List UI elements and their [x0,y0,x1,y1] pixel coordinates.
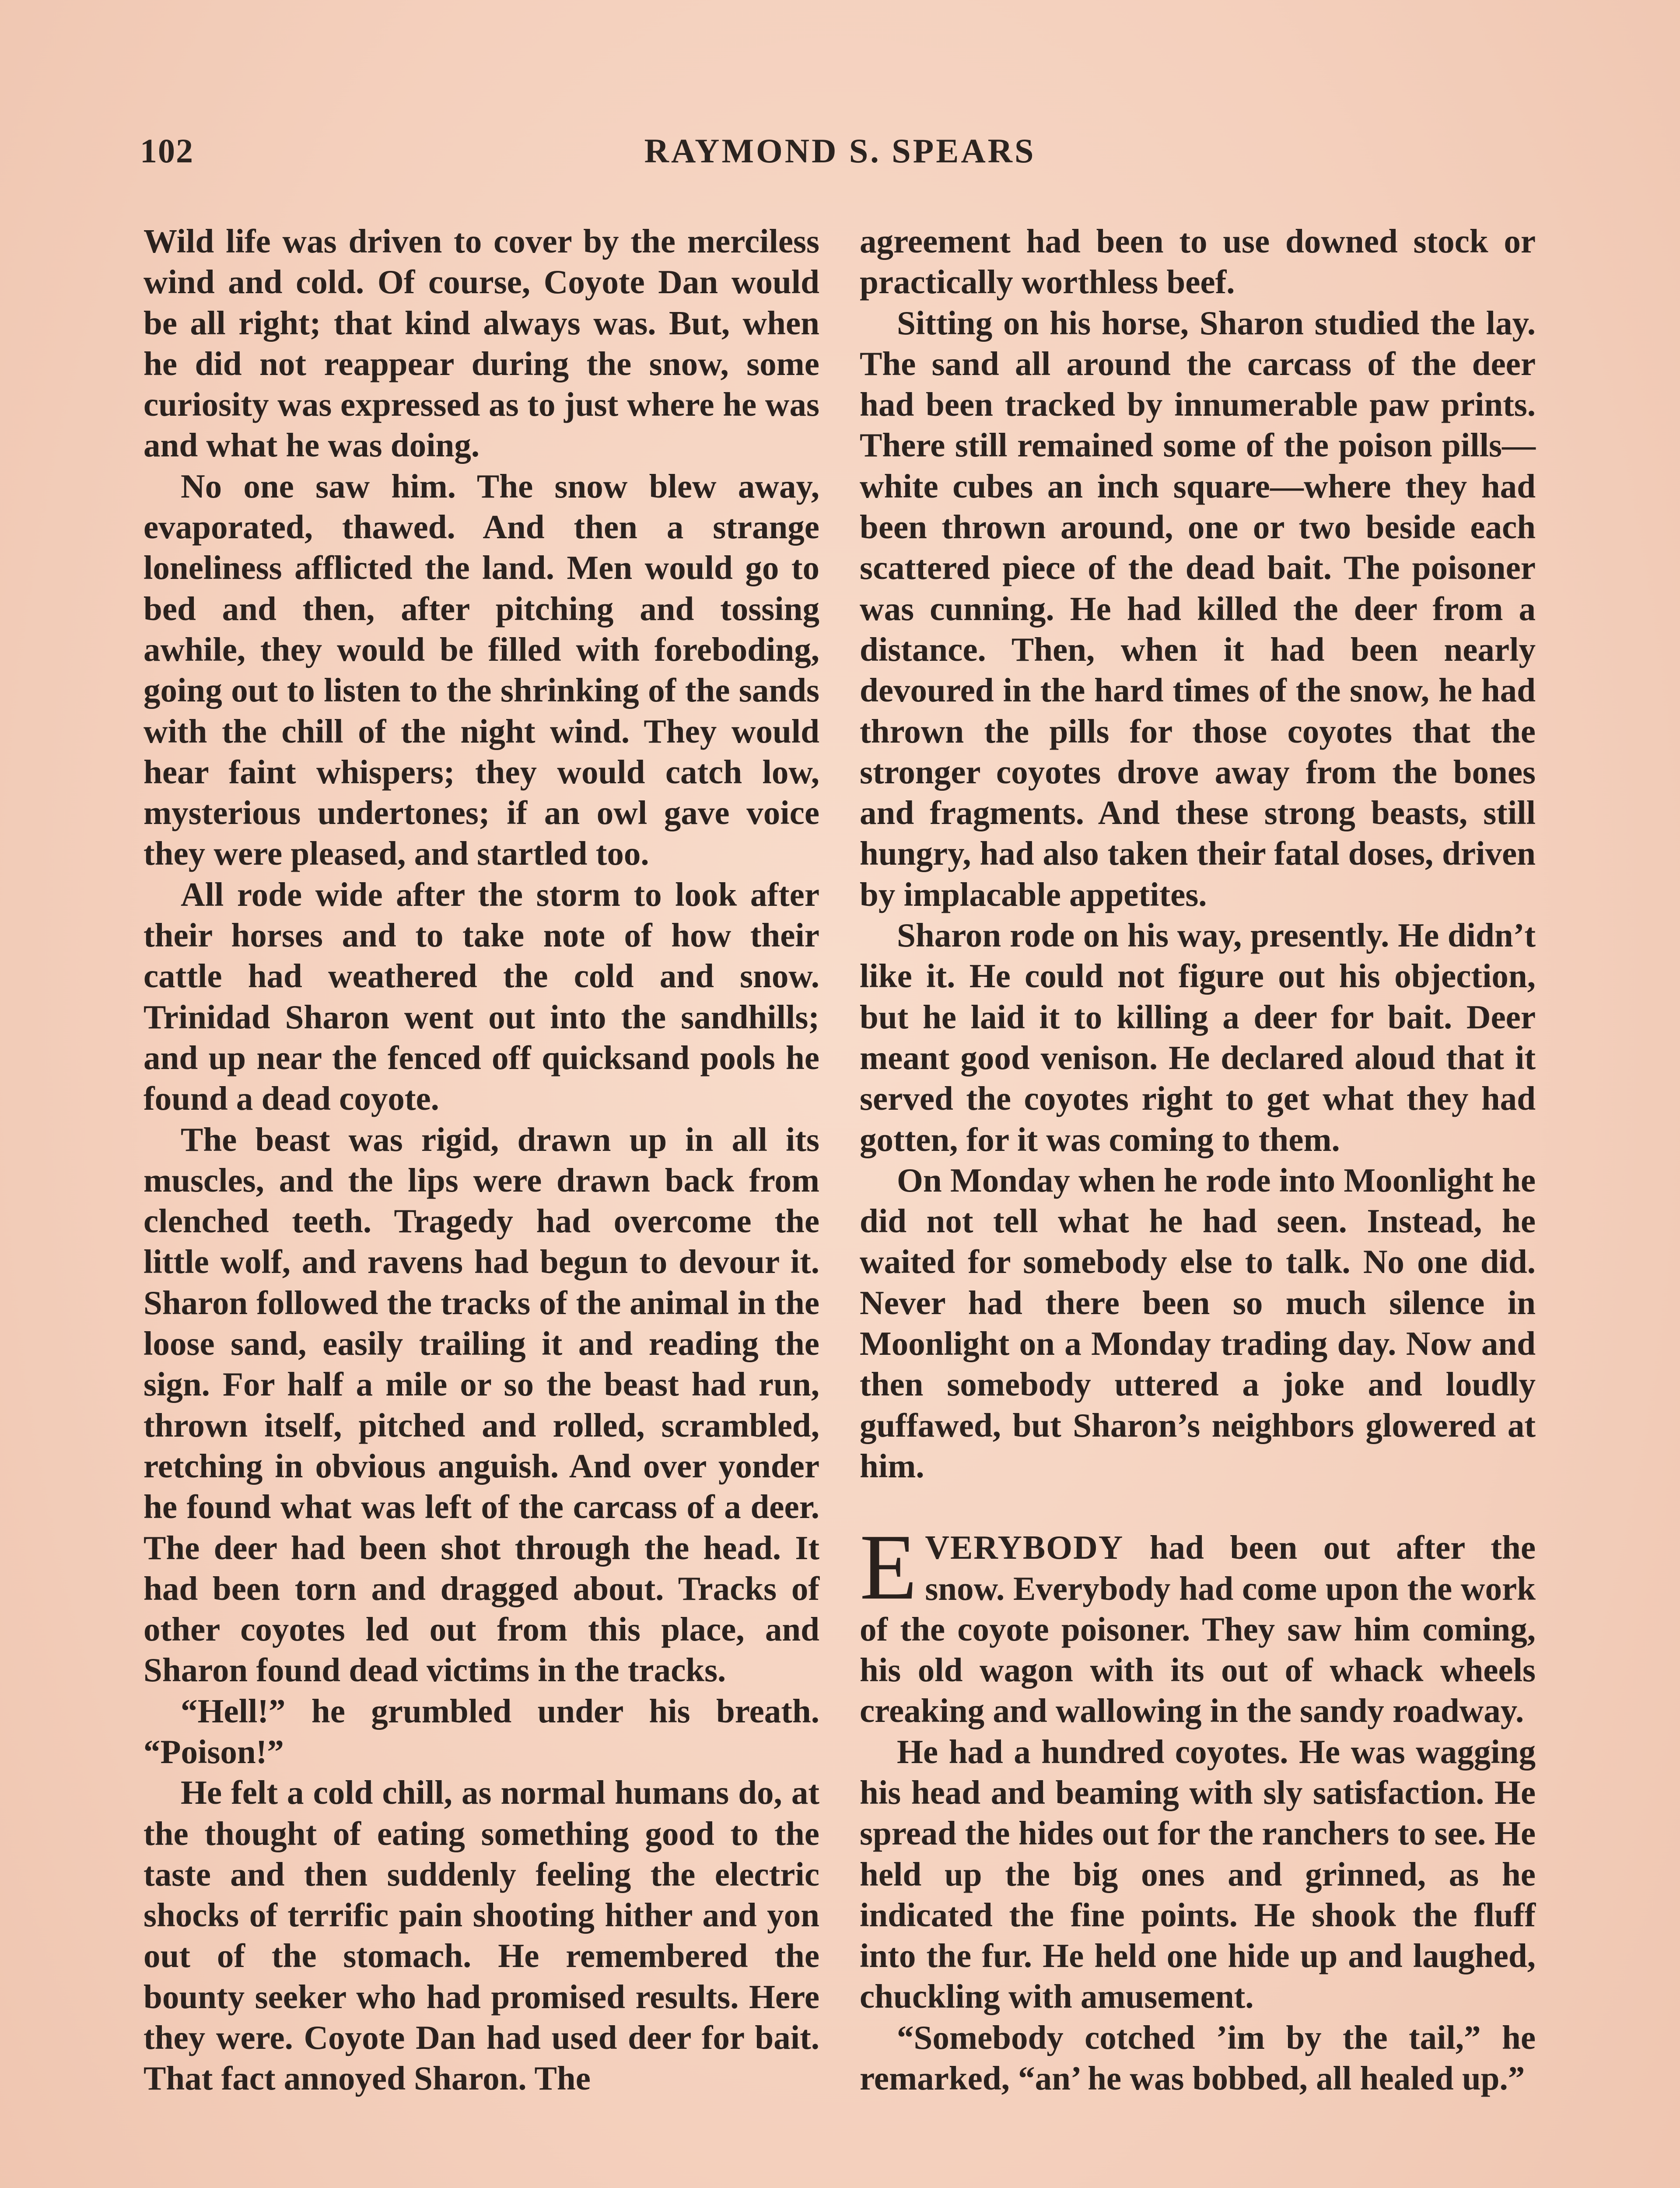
paragraph: All rode wide after the storm to look after their horses and to take note of how their cattle had weathered the cold and snow. Trinidad Sharon went out into the sandhills; and up near the fenced off quicksand pools he found a dead coyote. [144,875,819,1118]
paragraph: He had a hundred coyotes. He was wagging his head and beaming with sly satisfaction. He spread the hides out for the ranchers to see. He held up the big ones and grinned, as he indicated the fine points. He shook the fluff into the fur. He held one hide up and laughed, chuckling with amusement. [860,1732,1536,2016]
paragraph: No one saw him. The snow blew away, evaporated, thawed. And then a strange loneliness afflicted the land. Men would go to bed and then, after pitching and tossing awhile, they would be filled with foreboding, going out to listen to the shrinking of the sands with the chill of the night wind. They would hear faint whispers; they would catch low, mysterious undertones; if an owl gave voice they were pleased, and startled too. [144,467,819,873]
section-break [860,1487,1536,1527]
lead-smallcaps: VERYBODY [925,1529,1124,1567]
paragraph: “Somebody cotched ’im by the tail,” he remarked, “an’ he was bobbed, all healed up.” [860,2018,1536,2097]
running-head: RAYMOND S. SPEARS [644,132,1036,170]
paragraph: The beast was rigid, drawn up in all its muscles, and the lips were drawn back from clenched teeth. Tragedy had overcome the little wolf, and ravens had begun to devour it. Sharon followed the tracks of the animal in the loose sand, easily trailing it and reading the sign. For half a mile or so the beast had run, thrown itself, pitched and rolled, scrambled, retching in obvious anguish. And over yonder he found what was left of the carcass of a deer. The deer had been shot through the head. It had been torn and dragged about. Tracks of other coyotes led out from this place, and Sharon found dead victims in the tracks. [144,1120,819,1689]
paragraph: Sharon rode on his way, presently. He didn’t like it. He could not figure out his objection, but he laid it to killing a deer for bait. Deer meant good venison. He declared aloud that it served the coyotes right to get what they had gotten, for it was coming to them. [860,916,1536,1158]
left-column [144,221,819,2099]
page-header [140,131,1540,179]
paragraph: “Hell!” he grumbled under his breath. “Poison!” [144,1692,819,1771]
paragraph: He felt a cold chill, as normal humans do, at the thought of eating something good to the taste and then suddenly feeling the electric shocks of terrific pain shooting hither and yon out of the stomach. He remembered the bounty seeker who had promised results. Here they were. Coyote Dan had used deer for bait. That fact annoyed Sharon. The [144,1774,819,2097]
paragraph: Wild life was driven to cover by the merciless wind and cold. Of course, Coyote Dan would be all right; that kind always was. But, when he did not reappear during the snow, some curiosity was expressed as to just where he was and what he was doing. [144,222,819,464]
opening-text: had been out after the snow. Everybody had come upon the work of the coyote poisoner. They saw him coming, his old wagon with its out of whack wheels creaking and wallowing in the sandy roadway. [860,1529,1536,1730]
paragraph: Sitting on his horse, Sharon studied the lay. The sand all around the carcass of the deer had been tracked by innumerable paw prints. There still remained some of the poison pills—white cubes an inch square—where they had been thrown around, one or two beside each scattered piece of the dead bait. The poisoner was cunning. He had killed the deer from a distance. Then, when it had been nearly devoured in the hard times of the snow, he had thrown the pills for those coyotes that the stronger coyotes drove away from the bones and fragments. And these strong beasts, still hungry, had also taken their fatal doses, driven by implacable appetites. [860,304,1536,913]
section-opening-paragraph [860,1515,1536,1731]
page-number: 102 [140,132,194,170]
drop-cap: E [860,1515,917,1620]
paragraph: On Monday when he rode into Moonlight he did not tell what he had seen. Instead, he waited for somebody else to talk. No one did. Never had there been so much silence in Moonlight on a Monday trading day. Now and then somebody uttered a joke and loudly guffawed, but Sharon’s neighbors glowered at him. [860,1161,1536,1485]
right-column [860,221,1536,2099]
paragraph: agreement had been to use downed stock or practically worthless beef. [860,222,1536,301]
